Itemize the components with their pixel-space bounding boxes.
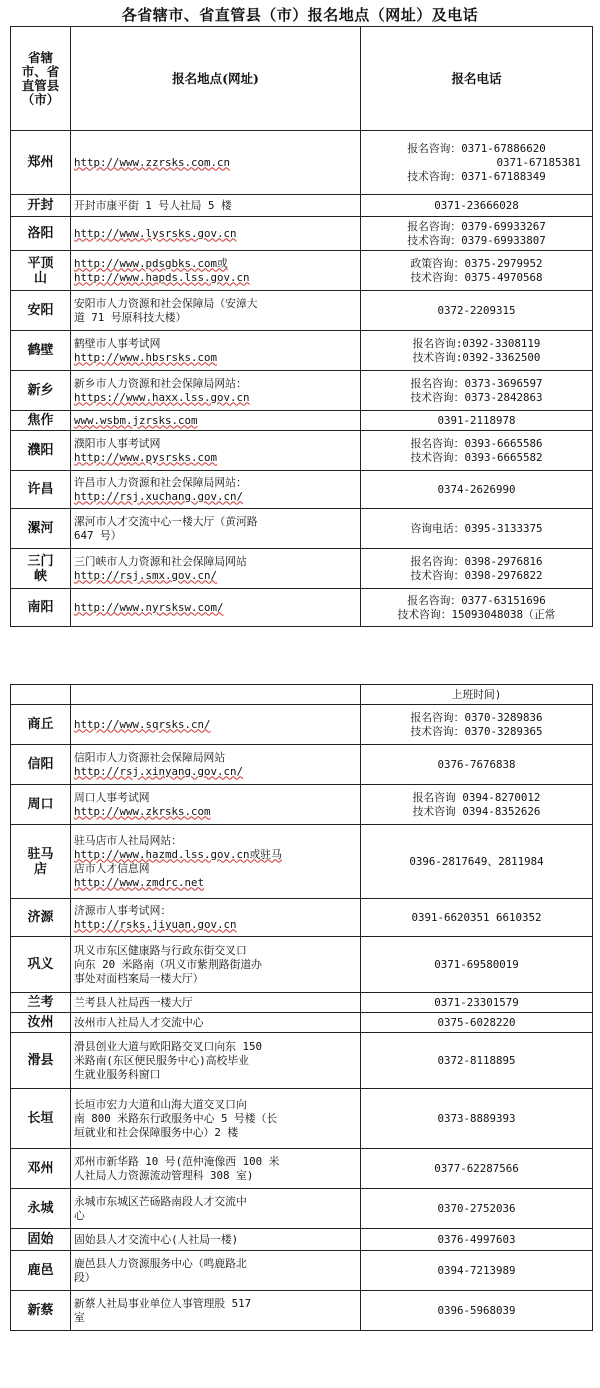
phone-cell [361, 1291, 593, 1331]
address-cell [71, 471, 361, 509]
phone-cell [361, 371, 593, 411]
address-text: 信阳市人力资源社会保障局网站 [74, 750, 226, 764]
address-text: 滑县创业大道与欧阳路交叉口向东 150 [74, 1039, 262, 1053]
address-link[interactable]: http://rsj.smx.gov.cn/ [74, 568, 218, 582]
phone-text: 0372-8118895 [437, 1053, 516, 1067]
address-text: 巩义市东区健康路与行政东街交叉口 [74, 943, 247, 957]
address-cell [71, 549, 361, 589]
address-cell [71, 705, 361, 745]
address-cell [71, 291, 361, 331]
phone-cell [361, 411, 593, 431]
phone-cell [361, 1033, 593, 1089]
address-text: 室 [74, 1310, 85, 1324]
city-name: 兰考 [11, 993, 71, 1013]
address-link[interactable]: http://www.hazmd.lss.gov.cn或驻马 [74, 847, 282, 861]
address-cell [71, 431, 361, 471]
phone-cell [361, 251, 593, 291]
phone-text: 技术咨询：15093048038（正常 [397, 607, 556, 621]
address-text: 新乡市人力资源和社会保障局网站： [74, 376, 247, 390]
city-name: 平顶山 [11, 251, 71, 291]
address-link[interactable]: http://www.sqrsks.cn/ [74, 717, 211, 731]
phone-cell [361, 589, 593, 627]
phone-text: 0391-2118978 [437, 413, 516, 427]
phone-text: 技术咨询:0392-3362500 [412, 350, 541, 364]
table-row [11, 745, 593, 785]
phone-text: 报名咨询：0393-6665586 [410, 436, 543, 450]
table-header-row [11, 27, 593, 131]
phone-text: 技术咨询：0393-6665582 [410, 450, 543, 464]
phone-text: 技术咨询：0371-67188349 [407, 169, 546, 183]
phone-text: 技术咨询：0370-3289365 [410, 724, 543, 738]
address-cell [71, 1229, 361, 1251]
phone-text: 报名咨询：0379-69933267 [407, 219, 546, 233]
table-row [11, 1013, 593, 1033]
address-text: 汝州市人社局人才交流中心 [74, 1015, 204, 1029]
continuation-city-cell [11, 685, 71, 705]
table-row [11, 431, 593, 471]
table-row [11, 131, 593, 195]
phone-cell [361, 1251, 593, 1291]
phone-text: 报名咨询：0377-63151696 [407, 593, 546, 607]
city-name: 商丘 [11, 705, 71, 745]
phone-text: 0375-6028220 [437, 1015, 516, 1029]
phone-text: 0391-6620351 6610352 [411, 910, 542, 924]
address-link[interactable]: http://rsj.xuchang.gov.cn/ [74, 489, 244, 503]
city-name: 驻马店 [11, 825, 71, 899]
phone-cell [361, 549, 593, 589]
address-cell [71, 131, 361, 195]
address-cell [71, 1013, 361, 1033]
table-row [11, 899, 593, 937]
city-name: 济源 [11, 899, 71, 937]
address-text: 长垣市宏力大道和山海大道交叉口向 [74, 1097, 247, 1111]
address-text: 鹤壁市人事考试网 [74, 336, 161, 350]
address-link[interactable]: http://www.pdsgbks.com或 [74, 256, 228, 270]
address-link[interactable]: http://rsj.xinyang.gov.cn/ [74, 764, 244, 778]
address-cell [71, 589, 361, 627]
city-name: 信阳 [11, 745, 71, 785]
city-name: 洛阳 [11, 217, 71, 251]
address-cell [71, 899, 361, 937]
address-text: 南 800 米路东行政服务中心 5 号楼（长 [74, 1111, 278, 1125]
phone-text: 0396-2817649、2811984 [409, 854, 544, 868]
phone-text: 0377-62287566 [434, 1161, 519, 1175]
phone-text: 0374-2626990 [437, 482, 516, 496]
address-text: 漯河市人才交流中心一楼大厅（黄河路 [74, 514, 258, 528]
address-cell [71, 1089, 361, 1149]
city-name: 三门峡 [11, 549, 71, 589]
table-row [11, 1089, 593, 1149]
address-cell [71, 993, 361, 1013]
address-text: 固始县人才交流中心(人社局一楼) [74, 1232, 239, 1246]
address-cell [71, 371, 361, 411]
table-row [11, 1229, 593, 1251]
city-name: 新蔡 [11, 1291, 71, 1331]
city-name: 漯河 [11, 509, 71, 549]
phone-cell [361, 431, 593, 471]
table-row [11, 1149, 593, 1189]
phone-cell [361, 705, 593, 745]
table-row [11, 371, 593, 411]
address-text: 安阳市人力资源和社会保障局（安漳大 [74, 296, 258, 310]
phone-cell [361, 937, 593, 993]
address-text: 生就业服务科窗口 [74, 1067, 161, 1081]
phone-text: 报名咨询：0373-3696597 [410, 376, 543, 390]
phone-text: 0371-23301579 [434, 995, 519, 1009]
address-text: 新蔡人社局事业单位人事管理股 517 [74, 1296, 252, 1310]
phone-cell [361, 825, 593, 899]
address-text: 开封市康平街 1 号人社局 5 楼 [74, 198, 232, 212]
address-text: 垣就业和社会保障服务中心）2 楼 [74, 1125, 239, 1139]
header-city: 省辖市、省直管县（市） [11, 27, 71, 131]
address-text: 三门峡市人力资源和社会保障局网站 [74, 554, 247, 568]
phone-text: 0396-5968039 [437, 1303, 516, 1317]
phone-text: 0372-2209315 [437, 303, 516, 317]
phone-cell [361, 331, 593, 371]
address-text: 许昌市人力资源和社会保障局网站： [74, 475, 247, 489]
phone-text: 技术咨询：0373-2842863 [410, 390, 543, 404]
phone-cell [361, 1089, 593, 1149]
city-name: 鹿邑 [11, 1251, 71, 1291]
address-text: 邓州市新华路 10 号(范仲淹像西 100 米 [74, 1154, 280, 1168]
phone-text: 报名咨询：0371-67886620 [407, 141, 546, 155]
registration-table-part1 [10, 26, 593, 627]
city-name: 固始 [11, 1229, 71, 1251]
table-row [11, 785, 593, 825]
city-name: 永城 [11, 1189, 71, 1229]
address-cell [71, 411, 361, 431]
phone-cell [361, 217, 593, 251]
phone-cell [361, 291, 593, 331]
address-link[interactable]: http://www.nyrsksw.com/ [74, 600, 224, 614]
city-name: 濮阳 [11, 431, 71, 471]
phone-cell [361, 1229, 593, 1251]
table-row [11, 549, 593, 589]
table-row [11, 471, 593, 509]
table-row [11, 291, 593, 331]
phone-text: 技术咨询 0394-8352626 [412, 804, 541, 818]
table-row [11, 825, 593, 899]
city-name: 滑县 [11, 1033, 71, 1089]
phone-text: 0371-23666028 [434, 198, 519, 212]
address-link[interactable]: http://www.hapds.lss.gov.cn [74, 270, 250, 284]
address-link[interactable]: http://www.zmdrc.net [74, 875, 205, 889]
phone-cell [361, 1013, 593, 1033]
table-row [11, 217, 593, 251]
table-row [11, 1251, 593, 1291]
phone-cell [361, 1149, 593, 1189]
address-text: 周口人事考试网 [74, 790, 150, 804]
address-cell [71, 251, 361, 291]
table-row [11, 1291, 593, 1331]
phone-cell [361, 993, 593, 1013]
header-phone: 报名电话 [361, 27, 593, 131]
phone-cell [361, 471, 593, 509]
city-name: 邓州 [11, 1149, 71, 1189]
address-text: 店市人才信息网 [74, 861, 150, 875]
city-name: 鹤壁 [11, 331, 71, 371]
table-row [11, 589, 593, 627]
header-address: 报名地点(网址) [71, 27, 361, 131]
phone-text: 技术咨询：0375-4970568 [410, 270, 543, 284]
address-cell [71, 1033, 361, 1089]
continuation-phone-cell: 上班时间) [361, 685, 593, 705]
phone-text: 0376-7676838 [437, 757, 516, 771]
table-row [11, 937, 593, 993]
phone-cell [361, 785, 593, 825]
address-cell [71, 217, 361, 251]
address-text: 驻马店市人社局网站： [74, 833, 182, 847]
address-text: 事处对面档案局一楼大厅） [74, 971, 204, 985]
address-cell [71, 825, 361, 899]
address-cell [71, 785, 361, 825]
phone-text: 报名咨询 0394-8270012 [412, 790, 541, 804]
city-name: 南阳 [11, 589, 71, 627]
address-cell [71, 1291, 361, 1331]
phone-cell [361, 195, 593, 217]
address-cell [71, 195, 361, 217]
phone-text: 技术咨询：0398-2976822 [410, 568, 543, 582]
phone-text: 0394-7213989 [437, 1263, 516, 1277]
phone-cell [361, 899, 593, 937]
table-row [11, 509, 593, 549]
address-cell [71, 1189, 361, 1229]
city-name: 郑州 [11, 131, 71, 195]
address-cell [71, 331, 361, 371]
table-row [11, 993, 593, 1013]
address-link[interactable]: http://www.hbsrsks.com [74, 350, 218, 364]
phone-cell [361, 131, 593, 195]
phone-cell [361, 745, 593, 785]
address-link[interactable]: www.wsbm.jzrsks.com [74, 413, 198, 427]
address-cell [71, 1251, 361, 1291]
phone-cell [361, 1189, 593, 1229]
city-name: 新乡 [11, 371, 71, 411]
city-name: 巩义 [11, 937, 71, 993]
address-cell [71, 509, 361, 549]
phone-text: 技术咨询：0379-69933807 [407, 233, 546, 247]
page-title: 各省辖市、省直管县（市）报名地点（网址）及电话 [121, 6, 479, 24]
phone-text: 0370-2752036 [437, 1201, 516, 1215]
phone-text: 0376-4997603 [437, 1232, 516, 1246]
address-text: 米路南(东区便民服务中心)高校毕业 [74, 1053, 249, 1067]
phone-cell [361, 509, 593, 549]
address-text: 向东 20 米路南（巩义市紫荆路街道办 [74, 957, 262, 971]
address-text: 兰考县人社局西一楼大厅 [74, 995, 193, 1009]
address-text: 永城市东城区芒砀路南段人才交流中 [74, 1194, 247, 1208]
address-text: 人社局人力资源流动管理科 308 室) [74, 1168, 254, 1182]
phone-text: 政策咨询：0375-2979952 [410, 256, 543, 270]
city-name: 汝州 [11, 1013, 71, 1033]
phone-text: 0371-67185381 [496, 155, 581, 169]
continuation-row [11, 685, 593, 705]
address-cell [71, 745, 361, 785]
city-name: 焦作 [11, 411, 71, 431]
address-text: 鹿邑县人力资源服务中心（鸣鹿路北 [74, 1256, 247, 1270]
address-text: 濮阳市人事考试网 [74, 436, 161, 450]
continuation-address-cell [71, 685, 361, 705]
table-row [11, 195, 593, 217]
phone-text: 0373-8889393 [437, 1111, 516, 1125]
phone-text: 报名咨询：0370-3289836 [410, 710, 543, 724]
address-link[interactable]: http://rsks.jiyuan.gov.cn [74, 917, 237, 931]
address-text: 心 [74, 1208, 85, 1222]
address-text: 647 号） [74, 528, 122, 542]
address-link[interactable]: http://www.zzrsks.com.cn [74, 155, 231, 169]
address-text: 济源市人事考试网： [74, 903, 172, 917]
address-cell [71, 1149, 361, 1189]
address-link[interactable]: http://www.lysrsks.gov.cn [74, 226, 237, 240]
registration-table-part2 [10, 684, 593, 1331]
city-name: 长垣 [11, 1089, 71, 1149]
address-text: 段） [74, 1270, 96, 1284]
phone-text: 0371-69580019 [434, 957, 519, 971]
table-row [11, 411, 593, 431]
address-link[interactable]: https://www.haxx.lss.gov.cn [74, 390, 250, 404]
table-row [11, 705, 593, 745]
city-name: 开封 [11, 195, 71, 217]
table-row [11, 1033, 593, 1089]
city-name: 安阳 [11, 291, 71, 331]
city-name: 许昌 [11, 471, 71, 509]
address-cell [71, 937, 361, 993]
city-name: 周口 [11, 785, 71, 825]
table-row [11, 1189, 593, 1229]
phone-text: 咨询电话：0395-3133375 [410, 521, 543, 535]
phone-text: 报名咨询:0392-3308119 [412, 336, 541, 350]
table-row [11, 251, 593, 291]
address-link[interactable]: http://www.zkrsks.com [74, 804, 211, 818]
phone-text: 报名咨询：0398-2976816 [410, 554, 543, 568]
address-link[interactable]: http://www.pysrsks.com [74, 450, 218, 464]
address-text: 道 71 号原科技大楼） [74, 310, 187, 324]
table-row [11, 331, 593, 371]
